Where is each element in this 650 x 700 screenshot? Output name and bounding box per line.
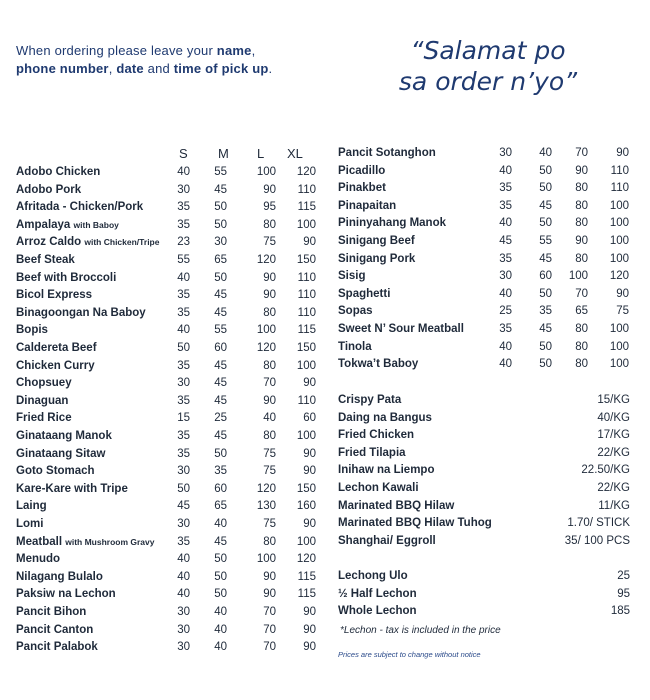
item-price: 90	[263, 289, 276, 302]
item-name-text: Ampalaya	[16, 218, 74, 231]
item-price: 30	[499, 270, 512, 283]
thank-you-message	[372, 35, 604, 97]
item-name-text: Kare-Kare with Tripe	[16, 482, 128, 495]
item-price: 110	[297, 183, 316, 196]
item-name	[16, 430, 112, 442]
item-name: Marinated BBQ Hilaw	[338, 499, 455, 512]
item-name: Sinigang Pork	[338, 252, 416, 265]
item-price: 115	[297, 588, 316, 601]
item-price: 30	[177, 465, 190, 478]
item-price: 55	[539, 235, 552, 247]
item-name-text: Afritada - Chicken/Pork	[16, 201, 144, 214]
item-price: 70	[263, 641, 276, 654]
item-name-text: Ginataang Manok	[16, 430, 112, 442]
intro-text: .	[268, 61, 273, 76]
item-name: Pinakbet	[338, 182, 386, 195]
item-price: 50	[539, 182, 552, 195]
item-price: 45	[214, 289, 227, 302]
item-price: 25	[214, 412, 227, 425]
item-price: 90	[303, 236, 316, 249]
item-name: Lechong Ulo	[338, 570, 408, 582]
item-price: 110	[610, 164, 629, 177]
item-price: 100	[256, 166, 276, 178]
item-name	[16, 324, 48, 336]
item-name-text: Chopsuey	[16, 377, 72, 390]
item-name	[16, 465, 95, 477]
item-price: 45	[539, 252, 552, 265]
item-price: 30	[177, 377, 190, 390]
item-name-text: Bopis	[16, 324, 48, 337]
item-price: 100	[609, 340, 629, 353]
item-price: 70	[575, 287, 588, 300]
intro-time: time of pick up	[173, 61, 269, 76]
thanks-line-1: “Salamat po	[410, 36, 566, 65]
item-price: 45	[177, 500, 190, 513]
item-name	[16, 606, 86, 618]
item-name	[16, 641, 98, 653]
item-price: 50	[214, 447, 227, 460]
item-name-text: Laing	[16, 500, 47, 513]
item-name	[16, 395, 68, 407]
item-price: 40	[214, 606, 227, 618]
item-price: 25	[617, 570, 630, 582]
item-name: Tinola	[338, 340, 372, 353]
item-name: Sinigang Beef	[338, 235, 415, 247]
item-name: Picadillo	[338, 164, 386, 177]
item-name	[16, 500, 47, 512]
item-price: 120	[256, 482, 276, 495]
item-price: 90	[303, 606, 316, 618]
item-price: 110	[297, 271, 316, 284]
item-price: 150	[296, 482, 316, 495]
item-name	[16, 571, 103, 583]
item-price: 35	[499, 323, 512, 335]
item-name-text: Fried Rice	[16, 412, 72, 425]
item-price: 55	[177, 254, 190, 266]
item-price: 90	[263, 394, 276, 407]
item-name-text: Arroz Caldo	[16, 236, 85, 249]
item-name	[16, 536, 154, 548]
item-name-text: Meatball	[16, 535, 66, 548]
item-price: 50	[539, 164, 552, 177]
item-name-text: Nilagang Bulalo	[16, 570, 103, 583]
item-price: 95	[263, 201, 276, 214]
item-price: 70	[263, 377, 276, 390]
item-price: 90	[575, 164, 588, 177]
item-name-text: Adobo Pork	[16, 183, 82, 196]
item-price: 40	[177, 553, 190, 566]
ordering-instructions	[16, 42, 326, 78]
item-price: 30	[214, 236, 227, 249]
item-price: 65	[214, 500, 227, 513]
item-price: 130	[256, 500, 276, 513]
item-price: 50	[214, 218, 227, 231]
item-price: 80	[263, 535, 276, 548]
item-price: 100	[296, 218, 316, 231]
item-price: 45	[214, 535, 227, 548]
size-header-xl: XL	[287, 146, 303, 161]
item-price: 30	[177, 623, 190, 636]
price-disclaimer: Prices are subject to change without notice	[338, 650, 481, 659]
item-name-text: Ginataang Sitaw	[16, 447, 106, 460]
item-name	[16, 272, 116, 284]
item-price: 100	[609, 323, 629, 335]
item-price: 45	[214, 377, 227, 390]
item-price: 90	[303, 623, 316, 636]
item-name	[16, 518, 43, 530]
item-price: 80	[575, 217, 588, 230]
thanks-line-2: sa order n’yo”	[398, 67, 578, 96]
size-header-s: S	[179, 146, 188, 161]
item-name	[16, 254, 75, 266]
item-price: 100	[609, 217, 629, 230]
item-name-text: Pancit Bihon	[16, 606, 87, 618]
item-price: 80	[263, 306, 276, 319]
item-name: Fried Tilapia	[338, 446, 406, 459]
intro-text: When ordering please leave your	[16, 43, 217, 58]
size-header-l: L	[257, 146, 265, 161]
item-price: 120	[256, 342, 276, 354]
item-price: 90	[263, 183, 276, 196]
item-name: Sopas	[338, 305, 373, 318]
item-price: 120	[296, 166, 316, 178]
item-price: 50	[214, 201, 227, 214]
item-price: 35	[214, 465, 227, 478]
item-price: 40	[499, 358, 512, 371]
item-price: 70	[575, 147, 588, 159]
item-price: 35	[177, 201, 190, 214]
item-price: 35	[177, 359, 190, 372]
item-name-text: Pancit Canton	[16, 623, 94, 636]
item-price: 35/ 100 PCS	[564, 534, 630, 547]
item-price: 17/KG	[597, 429, 630, 442]
item-price: 75	[263, 518, 276, 530]
item-price: 50	[214, 570, 227, 583]
item-price: 35	[177, 289, 190, 302]
item-price: 50	[539, 358, 552, 371]
item-name: Spaghetti	[338, 287, 391, 300]
item-price: 45	[539, 323, 552, 335]
item-name	[16, 236, 159, 248]
item-name-text: Dinaguan	[16, 394, 69, 407]
item-name	[16, 624, 93, 636]
item-price: 35	[177, 535, 190, 548]
item-price: 60	[539, 270, 552, 283]
item-price: 110	[297, 306, 316, 319]
item-name: Tokwa’t Baboy	[338, 358, 419, 371]
item-price: 100	[256, 553, 276, 566]
item-price: 50	[539, 340, 552, 353]
item-price: 80	[575, 340, 588, 353]
item-price: 15	[177, 412, 190, 425]
item-price: 40	[263, 412, 276, 425]
item-name: Whole Lechon	[338, 605, 417, 618]
item-name: Pancit Sotanghon	[338, 147, 436, 159]
item-price: 22/KG	[597, 482, 630, 494]
item-price: 50	[539, 217, 552, 230]
item-price: 115	[297, 201, 316, 214]
item-name: Shanghai/ Eggroll	[338, 534, 436, 547]
item-price: 40	[499, 287, 512, 300]
item-price: 40	[177, 271, 190, 284]
lechon-tax-note: *Lechon - tax is included in the price	[340, 625, 501, 636]
item-price: 40	[214, 518, 227, 530]
item-price: 40	[214, 623, 227, 636]
item-name-text: Caldereta Beef	[16, 342, 97, 354]
item-name-text: Bicol Express	[16, 289, 93, 302]
item-name: Pininyahang Manok	[338, 217, 446, 230]
item-price: 45	[539, 199, 552, 212]
item-price: 80	[575, 358, 588, 371]
item-name-text: Menudo	[16, 553, 61, 566]
item-name: Marinated BBQ Hilaw Tuhog	[338, 517, 492, 530]
item-name-text: Lomi	[16, 518, 44, 530]
item-price: 40	[539, 147, 552, 159]
item-price: 25	[499, 305, 512, 318]
item-price: 1.70/ STICK	[567, 517, 630, 530]
item-price: 100	[609, 235, 629, 247]
item-name	[16, 553, 60, 565]
item-price: 23	[177, 236, 190, 249]
intro-name: name	[216, 43, 252, 58]
item-price: 35	[539, 305, 552, 318]
item-price: 40	[499, 340, 512, 353]
item-price: 45	[214, 394, 227, 407]
item-name-text: Goto Stomach	[16, 465, 95, 478]
item-price: 90	[303, 465, 316, 478]
item-price: 90	[303, 518, 316, 530]
item-price: 45	[214, 183, 227, 196]
item-price: 110	[610, 182, 629, 195]
item-price: 60	[214, 482, 227, 495]
item-price: 80	[263, 359, 276, 372]
item-price: 50	[539, 287, 552, 300]
item-price: 50	[214, 553, 227, 566]
item-price: 80	[575, 323, 588, 335]
item-price: 120	[256, 254, 276, 266]
item-price: 90	[303, 377, 316, 390]
item-price: 50	[214, 588, 227, 601]
item-name-text: Beef with Broccoli	[16, 271, 117, 284]
intro-text: and	[143, 61, 174, 76]
item-name	[16, 377, 72, 389]
item-name	[16, 166, 100, 178]
item-price: 120	[296, 553, 316, 566]
item-price: 90	[263, 588, 276, 601]
item-name-text: Paksiw na Lechon	[16, 588, 116, 601]
item-name	[16, 201, 143, 213]
item-name	[16, 219, 119, 231]
item-price: 115	[297, 324, 316, 337]
item-price: 45	[214, 430, 227, 442]
item-price: 90	[303, 447, 316, 460]
item-price: 75	[263, 447, 276, 460]
item-price: 30	[177, 641, 190, 654]
item-price: 40	[177, 570, 190, 583]
item-price: 30	[177, 518, 190, 530]
item-name: ½ Half Lechon	[338, 587, 417, 600]
item-name-note: with Chicken/Tripe	[84, 237, 160, 248]
item-name-note: with Mushroom Gravy	[65, 536, 155, 547]
item-price: 120	[609, 270, 629, 283]
item-name	[16, 483, 128, 495]
item-price: 100	[296, 535, 316, 548]
item-name	[16, 360, 95, 372]
item-price: 90	[575, 235, 588, 247]
item-name	[16, 342, 97, 354]
item-price: 35	[499, 252, 512, 265]
item-price: 90	[263, 570, 276, 583]
item-name: Fried Chicken	[338, 429, 415, 442]
item-price: 185	[610, 605, 630, 618]
item-price: 150	[296, 342, 316, 354]
item-price: 80	[263, 430, 276, 442]
item-price: 30	[177, 606, 190, 618]
item-price: 35	[177, 306, 190, 319]
item-price: 100	[568, 270, 588, 283]
item-name: Lechon Kawali	[338, 482, 419, 494]
item-price: 90	[303, 641, 316, 654]
item-price: 70	[263, 623, 276, 636]
intro-text: ,	[251, 43, 256, 58]
item-name	[16, 289, 92, 301]
item-price: 35	[177, 218, 190, 231]
item-name: Inihaw na Liempo	[338, 464, 435, 477]
item-price: 35	[177, 394, 190, 407]
item-price: 50	[177, 342, 190, 354]
intro-phone: phone number	[16, 61, 109, 76]
item-price: 22/KG	[597, 446, 630, 459]
item-price: 65	[214, 254, 227, 266]
intro-text: ,	[108, 61, 117, 76]
item-price: 40	[214, 641, 227, 654]
item-price: 45	[214, 359, 227, 372]
item-price: 40	[177, 324, 190, 337]
item-price: 45	[214, 306, 227, 319]
item-price: 30	[177, 183, 190, 196]
item-price: 65	[575, 305, 588, 318]
item-name: Pinapaitan	[338, 199, 397, 212]
item-price: 55	[214, 166, 227, 178]
item-price: 90	[263, 271, 276, 284]
item-name-text: Beef Steak	[16, 254, 75, 266]
size-header-m: M	[218, 146, 229, 161]
item-price: 160	[296, 500, 316, 513]
item-name-text: Chicken Curry	[16, 359, 95, 372]
item-name	[16, 448, 105, 460]
item-price: 40	[499, 164, 512, 177]
item-price: 60	[303, 412, 316, 425]
item-price: 40	[177, 166, 190, 178]
item-name	[16, 307, 146, 319]
item-price: 110	[297, 289, 316, 302]
item-name	[16, 588, 116, 600]
item-price: 95	[617, 587, 630, 600]
item-price: 40	[177, 588, 190, 601]
item-price: 50	[214, 271, 227, 284]
item-price: 150	[296, 254, 316, 266]
item-price: 90	[616, 147, 629, 159]
item-price: 80	[263, 218, 276, 231]
item-price: 35	[499, 199, 512, 212]
item-price: 35	[177, 447, 190, 460]
item-price: 75	[263, 465, 276, 478]
item-price: 60	[214, 342, 227, 354]
item-name-text: Binagoongan Na Baboy	[16, 306, 146, 319]
item-price: 115	[297, 570, 316, 583]
item-name	[16, 412, 72, 424]
item-price: 80	[575, 252, 588, 265]
item-price: 80	[575, 182, 588, 195]
item-name	[16, 184, 81, 196]
item-price: 75	[616, 305, 629, 318]
item-price: 15/KG	[597, 394, 630, 406]
item-name-note: with Baboy	[73, 219, 119, 230]
item-price: 40/KG	[597, 411, 630, 424]
item-price: 100	[609, 199, 629, 212]
intro-date: date	[116, 61, 144, 76]
item-price: 100	[609, 252, 629, 265]
item-price: 90	[616, 287, 629, 300]
item-price: 11/KG	[598, 499, 630, 512]
item-name: Sweet N’ Sour Meatball	[338, 323, 464, 335]
item-price: 30	[499, 147, 512, 159]
item-price: 55	[214, 324, 227, 337]
item-price: 100	[296, 359, 316, 372]
item-price: 45	[499, 235, 512, 247]
item-name-text: Adobo Chicken	[16, 166, 101, 178]
item-price: 110	[297, 394, 316, 407]
item-price: 75	[263, 236, 276, 249]
item-price: 35	[177, 430, 190, 442]
item-price: 35	[499, 182, 512, 195]
item-price: 50	[177, 482, 190, 495]
item-price: 100	[296, 430, 316, 442]
item-price: 40	[499, 217, 512, 230]
item-name-text: Pancit Palabok	[16, 641, 98, 654]
item-price: 100	[609, 358, 629, 371]
item-price: 80	[575, 199, 588, 212]
item-name: Daing na Bangus	[338, 411, 432, 424]
item-name: Sisig	[338, 270, 366, 283]
item-price: 70	[263, 606, 276, 618]
item-price: 22.50/KG	[581, 464, 630, 477]
item-name: Crispy Pata	[338, 394, 402, 406]
item-price: 100	[256, 324, 276, 337]
